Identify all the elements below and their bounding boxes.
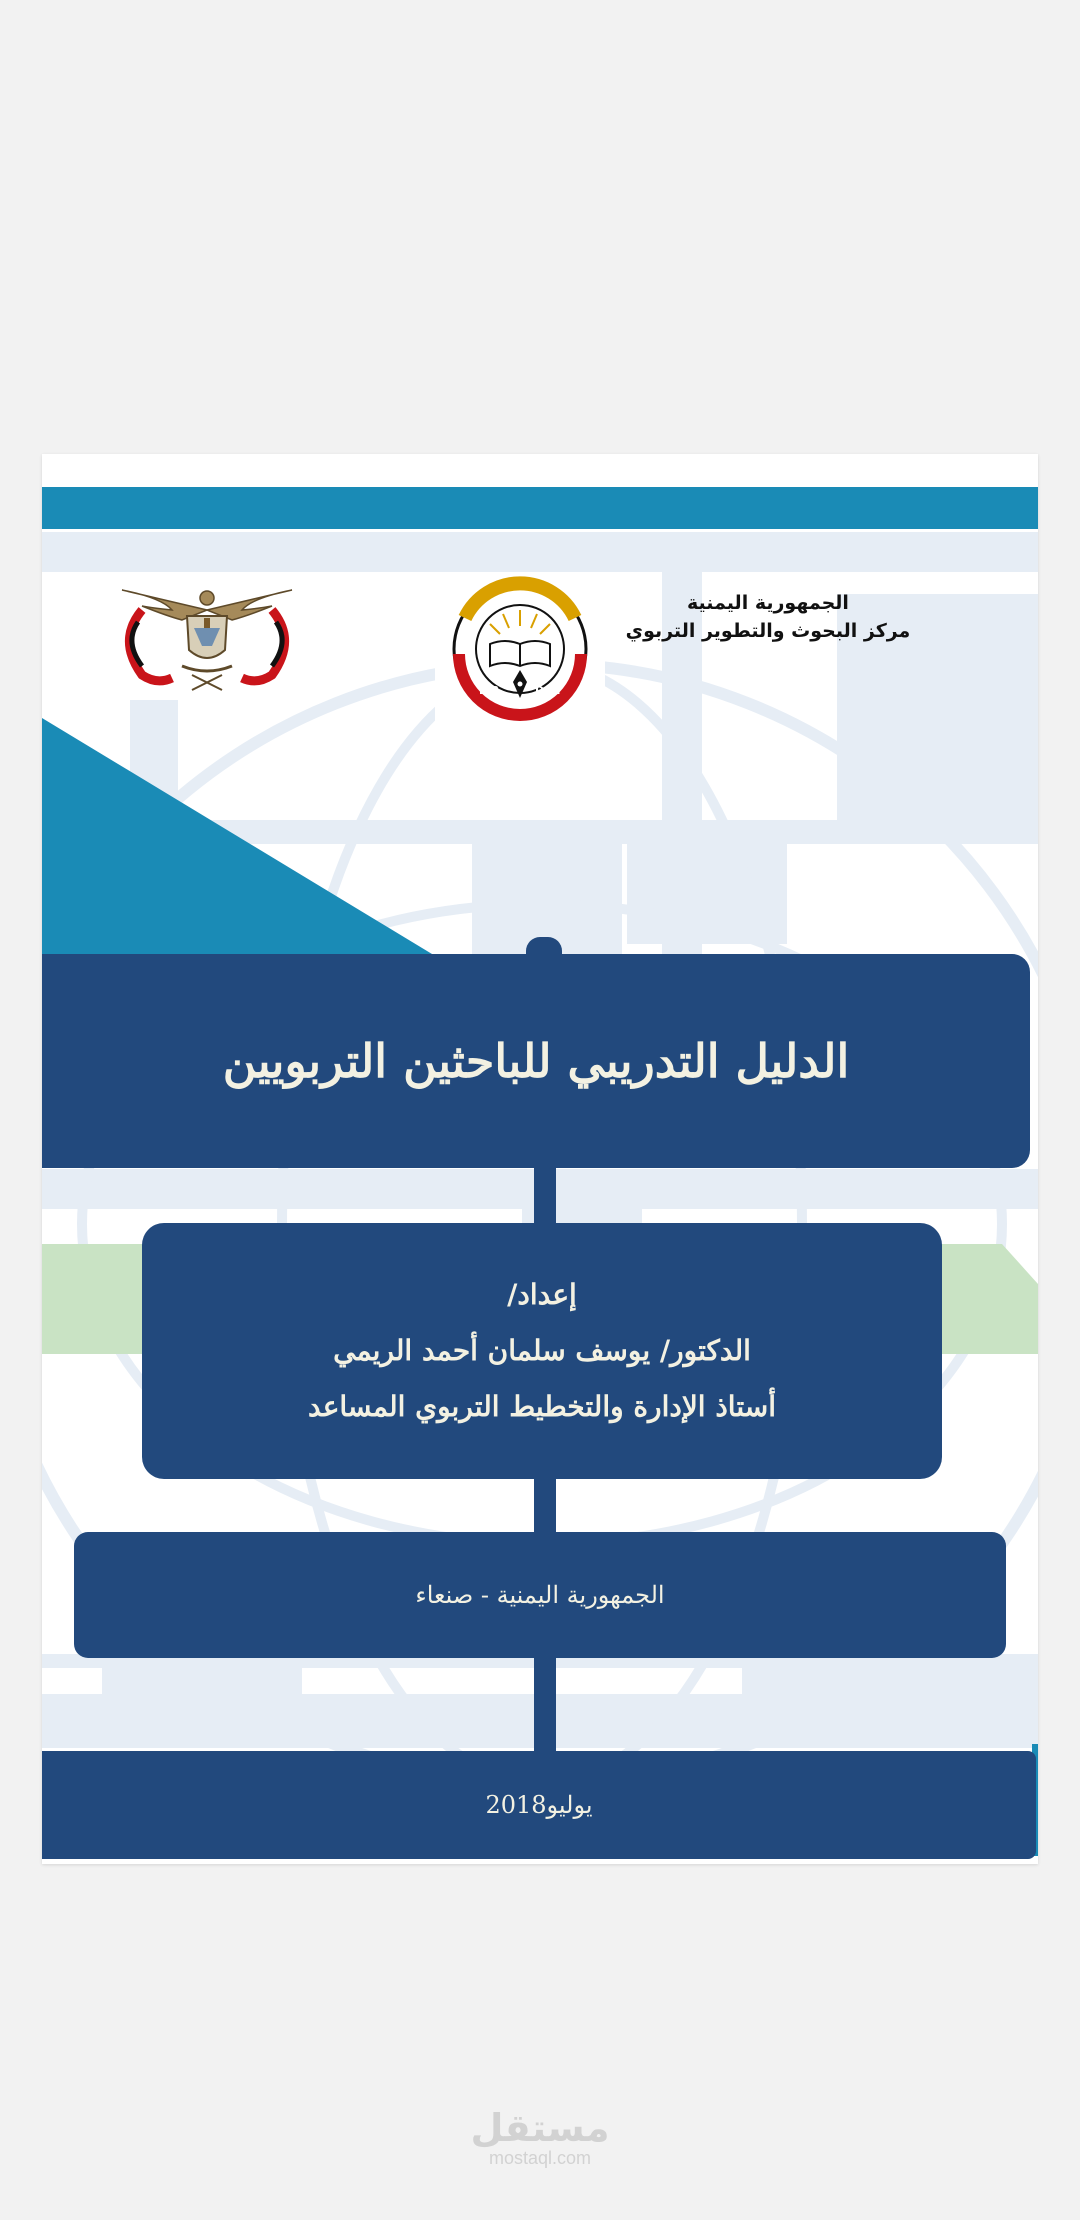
title-banner: [42, 954, 1030, 1168]
cover-title: الدليل التدريبي للباحثين التربويين: [222, 1034, 850, 1088]
book-cover: [42, 454, 1038, 1864]
date-text: يوليو2018: [485, 1791, 593, 1819]
title-connector: [534, 1166, 556, 1226]
place-connector: [534, 1654, 556, 1754]
place-banner: [74, 1532, 1006, 1658]
author-banner: [142, 1223, 942, 1479]
svg-text:E.R.: E.R.: [479, 684, 504, 697]
cover-header: [598, 589, 938, 645]
prepared-by-label: إعداد/: [507, 1278, 577, 1311]
header-country: الجمهورية اليمنية: [687, 592, 849, 614]
watermark-latin: mostaql.com: [488, 2148, 592, 2168]
svg-text:D.C.: D.C.: [535, 684, 561, 697]
mostaql-watermark: [0, 2108, 1080, 2168]
watermark-arabic: مستقل: [470, 2106, 610, 2150]
yemen-emblem-icon: [112, 580, 302, 700]
header-center-name: مركز البحوث والتطوير التربوي: [625, 620, 911, 642]
author-connector: [534, 1476, 556, 1536]
author-name: الدكتور/ يوسف سلمان أحمد الريمي: [333, 1334, 751, 1367]
place-text: الجمهورية اليمنية - صنعاء: [415, 1581, 665, 1609]
erdc-logo-icon: [435, 574, 605, 724]
date-banner: [42, 1751, 1036, 1859]
author-position: أستاذ الإدارة والتخطيط التربوي المساعد: [308, 1390, 777, 1423]
top-accent-band: [42, 487, 1038, 529]
